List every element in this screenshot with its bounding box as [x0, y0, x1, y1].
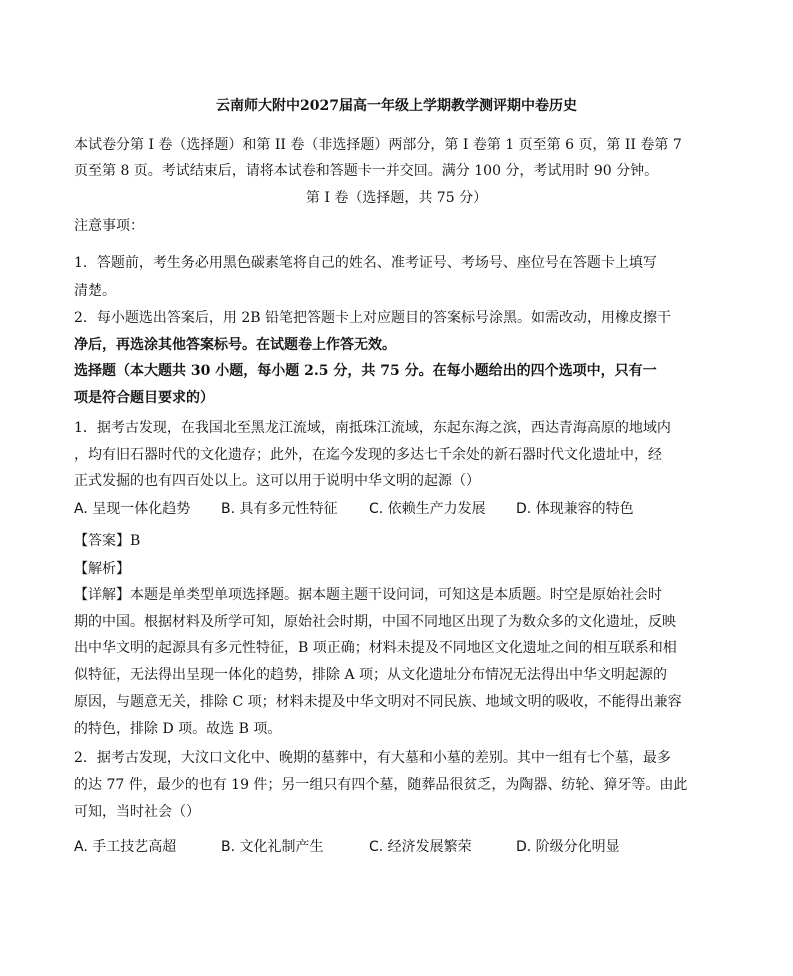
- q1-option-c: C. 依赖生产力发展: [369, 501, 486, 517]
- choice-section-line-2: 项是符合题目要求的）: [74, 390, 214, 406]
- note-item-2-line-2: 净后，再选涂其他答案标号。在试题卷上作答无效。: [74, 337, 396, 353]
- q1-option-b: B. 具有多元性特征: [221, 501, 338, 517]
- q1-detail-line-6: 的特色，排除 D 项。故选 B 项。: [74, 721, 282, 737]
- q1-line-2: ，均有旧石器时代的文化遗存；此外，在迄今发现的多达七千余处的新石器时代文化遗址中，经: [74, 447, 662, 463]
- q1-line-3: 正式发掘的也有四百处以上。这可以用于说明中华文明的起源（）: [74, 473, 480, 489]
- q1-detail-line-5: 原因，与题意无关，排除 C 项；材料未提及中华文明对不同民族、地域文明的吸收，不能得出兼容: [74, 694, 682, 710]
- intro-line-2: 页至第 8 页。考试结束后，请将本试卷和答题卡一并交回。满分 100 分，考试用时 90 分钟。: [74, 163, 659, 179]
- q1-detail-line-2: 期的中国。根据材料及所学可知，原始社会时期，中国不同地区出现了为数众多的文化遗址，反映: [74, 614, 676, 630]
- notes-heading: 注意事项：: [74, 218, 144, 234]
- q2-line-1: 2．据考古发现，大汶口文化中、晚期的墓葬中，有大墓和小墓的差别。其中一组有七个墓，最多: [74, 750, 671, 766]
- note-item-2-line-1: 2．每小题选出答案后，用 2B 铅笔把答题卡上对应题目的答案标号涂黑。如需改动，用橡皮擦干: [74, 310, 672, 326]
- note-item-1-line-2: 清楚。: [74, 283, 116, 299]
- intro-line-1: 本试卷分第 I 卷（选择题）和第 II 卷（非选择题）两部分，第 I 卷第 1 页至第 6 页，第 II 卷第 7: [74, 137, 682, 153]
- document-title: 云南师大附中2027届高一年级上学期教学测评期中卷历史: [216, 98, 577, 114]
- section-title: 第 I 卷（选择题，共 75 分）: [305, 190, 488, 206]
- q2-option-c: C. 经济发展繁荣: [369, 839, 472, 855]
- q2-option-d: D. 阶级分化明显: [516, 839, 620, 855]
- q2-option-a: A. 手工技艺高超: [74, 839, 177, 855]
- q1-detail-line-3: 出中华文明的起源具有多元性特征，B 项正确；材料未提及不同地区文化遗址之间的相互联系和相: [74, 640, 677, 656]
- q1-detail-line-4: 似特征，无法得出呈现一体化的趋势，排除 A 项；从文化遗址分布情况无法得出中华文明起源的: [74, 667, 668, 683]
- choice-section-line-1: 选择题（本大题共 30 小题，每小题 2.5 分，共 75 分。在每小题给出的四个选项中，只有一: [74, 363, 657, 379]
- q1-answer: 【答案】B: [74, 533, 141, 549]
- q1-detail-line-1: 【详解】本题是单类型单项选择题。据本题主题干设问词，可知这是本质题。时空是原始社会时: [74, 587, 662, 603]
- q1-analysis-label: 【解析】: [74, 561, 130, 577]
- q2-line-3: 可知，当时社会（）: [74, 804, 200, 820]
- q2-option-b: B. 文化礼制产生: [221, 839, 324, 855]
- q2-line-2: 的达 77 件，最少的也有 19 件；另一组只有四个墓，随葬品很贫乏，为陶器、纺轮、獐牙等。由此: [74, 777, 688, 793]
- q1-option-a: A. 呈现一体化趋势: [74, 501, 191, 517]
- q1-line-1: 1．据考古发现，在我国北至黑龙江流域，南抵珠江流域，东起东海之滨，西达青海高原的地域内: [74, 420, 671, 436]
- q1-option-d: D. 体现兼容的特色: [516, 501, 634, 517]
- note-item-1-line-1: 1．答题前，考生务必用黑色碳素笔将自己的姓名、准考证号、考场号、座位号在答题卡上填写: [74, 255, 657, 271]
